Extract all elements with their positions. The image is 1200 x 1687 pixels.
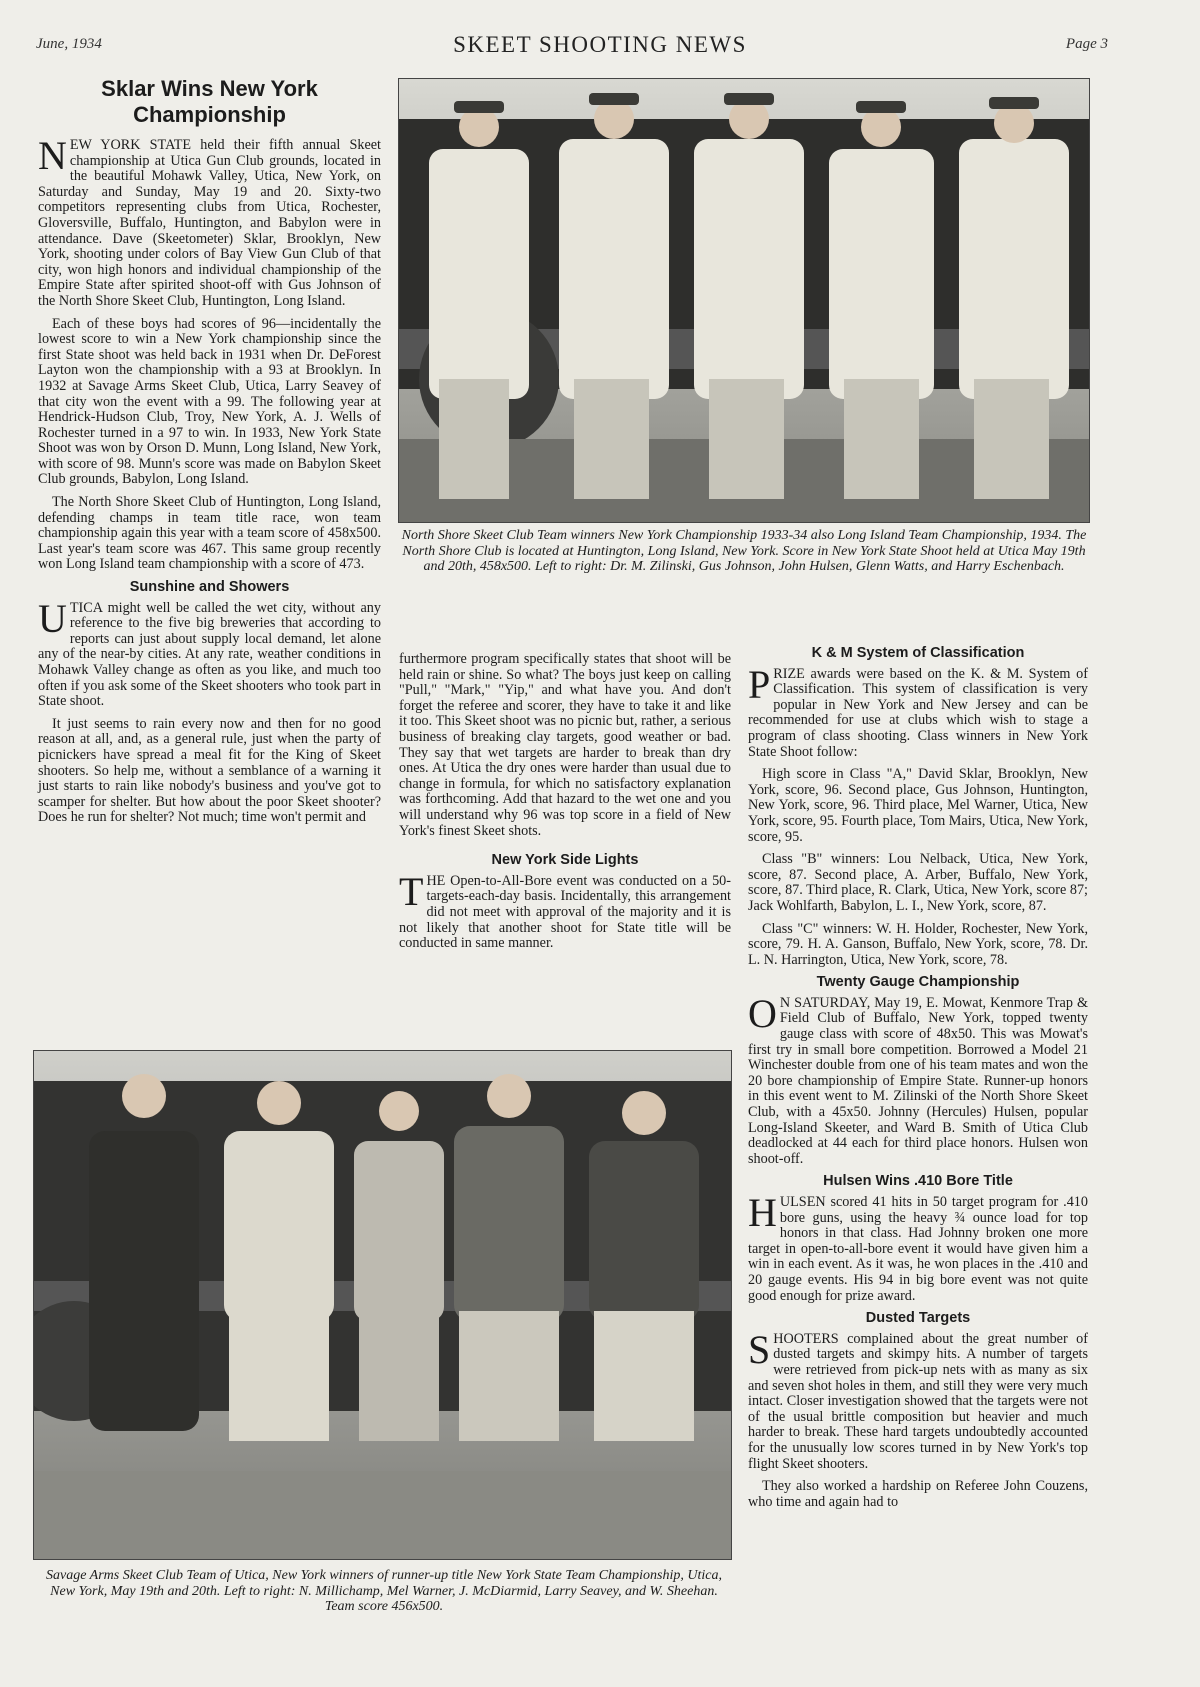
- subheading: New York Side Lights: [491, 852, 639, 869]
- paragraph: It just seems to rain every now and then for no good reason at all, and, as a general rule, just when the party of picnickers have spread a meal fit for the King of Skeet shooters. So help me, without a semblance of a warning it just starts to rain like nobody's business and you've got to scamper for shelter. But how about the poor Skeet shooter? Does he run for shelter? Not much; time won't permit and: [38, 715, 381, 826]
- paragraph: UTICA might well be called the wet city, without any reference to the five big breweries that according to reports can just about supply local demand, let alone any of the near-by cities. At any rate, weather conditions in Mohawk Valley change as often as you like, and much too often if you ask some of the Skeet shooters who took part in State shoot.: [38, 595, 381, 710]
- subheading: K & M System of Classification: [811, 645, 1025, 661]
- drop-cap: N: [38, 133, 67, 178]
- team-photo-illustration: [34, 1051, 731, 1559]
- paragraph: THE Open-to-All-Bore event was conducted on a 50-targets-each-day basis. Incidentally, this arrangement did not meet with approval of the majority and it is not likely that another shoot for State title will be conducted in same manner.: [399, 868, 731, 952]
- team-photo-illustration: [399, 79, 1089, 522]
- drop-cap: P: [748, 661, 771, 707]
- publication-title: SKEET SHOOTING NEWS: [453, 32, 747, 57]
- paragraph: NEW YORK STATE held their fifth annual Skeet championship at Utica Gun Club grounds, located in the beautiful Mohawk Valley, Utica, New York, on Saturday and Sunday, May 19 and 20. Sixty-two competitors representing clubs from Utica, Rochester, Gloversville, Buffalo, Huntington, and Babylon were in attendance. Dave (Skeetometer) Sklar, Brooklyn, New York, shooting under colors of Bay View Gun Club of that city, won high honors and individual championship of the Empire State after spirited shoot-off with Gus Johnson of the North Shore Skeet Club, Huntington, Long Island.: [38, 133, 381, 309]
- drop-cap: U: [38, 595, 67, 641]
- paragraph: Class "B" winners: Lou Nelback, Utica, New York, score, 87. Second place, A. Arber, Buffalo, New York, score, 87. Third place, R. Clark, Utica, New York, score 87; Jack Wohlfarth, Babylon, L. I., New York, score, 87.: [748, 851, 1088, 914]
- article-headline: Sklar Wins New York Championship: [101, 76, 318, 127]
- subheading: Sunshine and Showers: [129, 579, 290, 596]
- article-column-2: [399, 652, 731, 959]
- issue-date: June, 1934: [36, 36, 102, 52]
- article-column-1: [38, 76, 381, 833]
- team-photo-savage-arms: [33, 1050, 732, 1560]
- page-number: Page 3: [1065, 36, 1108, 52]
- drop-cap: O: [748, 990, 777, 1036]
- paragraph: Each of these boys had scores of 96—incidentally the lowest score to win a New York championship since the first State shoot was held back in 1931 when Dr. DeForest Layton won the championship with a 93 at Brooklyn. In 1932 at Savage Arms Skeet Club, Utica, Larry Seavey of that city won the event with a 99. The following year at Hendrick-Hudson Club, Troy, New York, A. J. Wells of Rochester turned in a 97 to win. In 1933, New York State Shoot was won by Orson D. Munn, Long Island, New York, with score of 98. Munn's score was made on Babylon Skeet Club grounds, Babylon, Long Island.: [38, 315, 381, 488]
- drop-cap: S: [748, 1326, 771, 1372]
- team-photo-north-shore: [398, 78, 1090, 523]
- subheading: Hulsen Wins .410 Bore Title: [823, 1173, 1013, 1190]
- paragraph: SHOOTERS complained about the great number of dusted targets and skimpy hits. A number of targets were retrieved from pick-up nets with as many as six and seven shot holes in them, and still they were very much intact. Closer investigation showed that the targets were not of the usual brittle composition but heavier and much harder to break. These hard targets undoubtedly accounted for the unusually low scores turned in by New York's top flight Skeet shooters.: [748, 1326, 1088, 1472]
- subheading: Dusted Targets: [865, 1310, 971, 1327]
- paragraph: HULSEN scored 41 hits in 50 target program for .410 bore guns, using the heavy ¾ ounce load for top honors in that class. Had Johnny broken one more target in open-to-all-bore event it would have given him a win in each event. As it was, he won places in the .410 and 20 gauge events. His 94 in big bore event was not quite good enough for prize award.: [748, 1190, 1088, 1304]
- paragraph: furthermore program specifically states that shoot will be held rain or shine. So what? The boys just keep on calling "Pull," "Mark," "Yip," and what have you. And don't forget the referee and scorer, they have to take it and like it too. This Skeet shoot was no picnic but, rather, a serious business of breaking clay targets, good weather or bad. They say that wet targets are harder to break than dry ones. At Utica the dry ones were harder than usual due to change in formula, for which no satisfactory explanation was forthcoming. Add that hazard to the wet one and you will understand why 96 was top score in a field of New York's finest Skeet shots.: [399, 651, 731, 839]
- photo-caption: Savage Arms Skeet Club Team of Utica, New York winners of runner-up title New York State Team Championship, Utica, New York, May 19th and 20th. Left to right: N. Millichamp, Mel Warner, J. McDiarmid, Larry Seavey, and W. Sheehan. Team score 456x500.: [45, 1568, 722, 1614]
- paragraph: The North Shore Skeet Club of Huntington, Long Island, defending champs in team title race, won team championship again this year with a team score of 458x500. Last year's team score was 467. This same group recently won Long Island team championship with a score of 473.: [38, 494, 381, 573]
- article-column-3: [748, 646, 1088, 1517]
- paragraph: O N SATURDAY, May 19, E. Mowat, Kenmore Trap & Field Club of Buffalo, New York, topped twenty gauge class with score of 48x50. This was Mowat's first try in small bore competition. Borrowed a Model 21 Winchester double from one of his team mates and won the 20 bore championship of Empire State. Runner-up honors in this event went to M. Zilinski of the North Shore Skeet Club, with a 45x50. Johnny (Hercules) Hulsen, popular Long-Island Skeeter, and Ward B. Smith of Utica Club deadlocked at 44 each for third place honors. Hulsen won shoot-off.: [748, 990, 1088, 1167]
- subheading: Twenty Gauge Championship: [816, 974, 1020, 991]
- paragraph: High score in Class "A," David Sklar, Brooklyn, New York, score, 96. Second place, Gus Johnson, Huntington, New York, score, 96. Third place, Mel Warner, Utica, New York, score, 95. Fourth place, Tom Mairs, Utica, New York, score, 95.: [748, 766, 1088, 845]
- photo-caption: North Shore Skeet Club Team winners New York Championship 1933-34 also Long Island Team Championship, 1934. The North Shore Club is located at Huntington, Long Island, New York. Score in New York State Shoot held at Utica May 19th and 20th, 458x500. Left to right: Dr. M. Zilinski, Gus Johnson, John Hulsen, Glenn Watts, and Harry Eschenbach.: [401, 528, 1087, 574]
- drop-cap: H: [748, 1190, 777, 1235]
- drop-cap: T: [399, 868, 424, 914]
- paragraph: Class "C" winners: W. H. Holder, Rochester, New York, score, 79. H. A. Ganson, Buffalo, New York, score, 78. Dr. L. N. Harrington, Utica, New York, score, 78.: [748, 920, 1088, 968]
- paragraph: PRIZE awards were based on the K. & M. System of Classification. This system of classification is very popular in New York and New Jersey and can be recommended for use at clubs which wish to stage a program of class shooting. Class winners in New York State Shoot follow:: [748, 661, 1088, 760]
- paragraph: They also worked a hardship on Referee John Couzens, who time and again had to: [748, 1478, 1088, 1510]
